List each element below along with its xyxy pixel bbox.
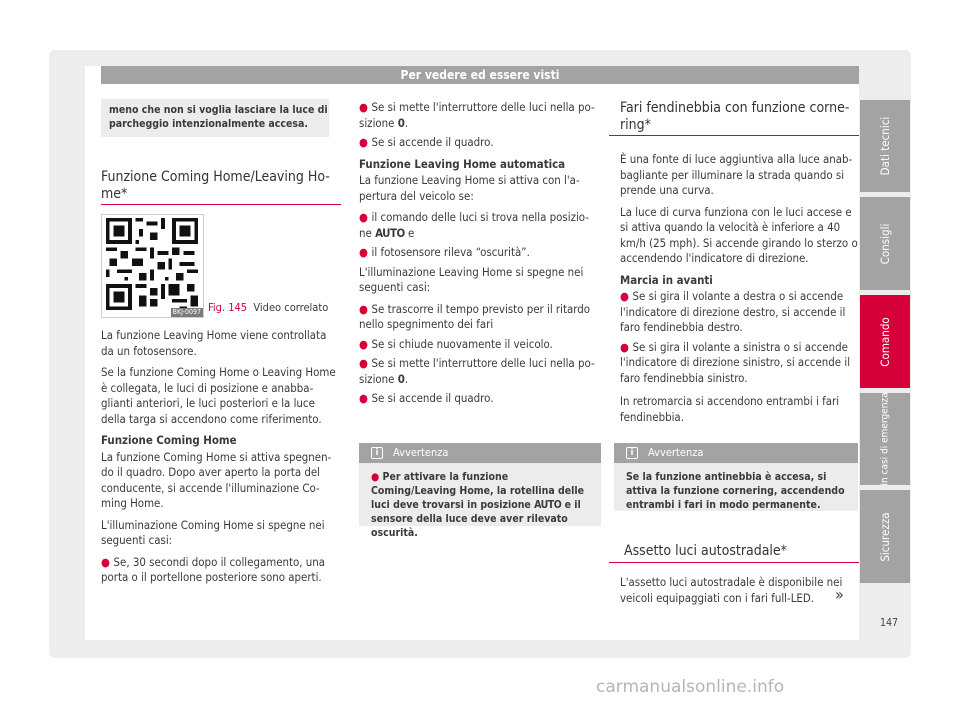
tab-sicurezza[interactable] xyxy=(860,490,910,583)
list-item: ● Se si mette l'interruttore delle luci nella po-sizione 0. xyxy=(359,100,595,130)
section-rule xyxy=(609,135,859,136)
tab-label: Dati tecnici xyxy=(878,116,892,176)
bullet-icon: ● xyxy=(359,245,372,259)
right-column xyxy=(620,152,860,431)
qr-code-tag: BKJ-0097 xyxy=(172,308,201,316)
warning-box xyxy=(359,443,601,539)
bullet-icon: ● xyxy=(359,135,372,149)
tab-consigli[interactable] xyxy=(860,197,910,290)
page-number: 147 xyxy=(880,617,899,629)
bullet-icon: ● xyxy=(101,554,114,569)
list-item xyxy=(620,289,860,336)
list-item-text: Se, 30 secondi dopo il collegamento, una porta o il portellone posteriore sono aperti. xyxy=(101,554,326,584)
note-text: meno che non si voglia lasciare la luce di parcheggio intenzionalmente accesa. xyxy=(109,104,328,130)
tab-label: Sicurezza xyxy=(878,511,892,562)
watermark: carmanualsonline.info xyxy=(596,677,785,697)
list-item-text: Se si chiude nuovamente il veicolo. xyxy=(371,336,553,351)
warning-header xyxy=(359,443,601,463)
warning-title: Avvertenza xyxy=(648,446,704,459)
bullet-icon: ● xyxy=(371,471,383,483)
section-title-coming-home: Funzione Coming Home/Leaving Ho-me* xyxy=(101,169,330,202)
list-item-text: e xyxy=(407,225,415,240)
info-icon: i xyxy=(371,447,383,459)
note-box xyxy=(101,99,329,137)
list-item xyxy=(359,302,601,333)
tab-comando[interactable] xyxy=(860,295,910,388)
auto-symbol: AUTO xyxy=(534,499,562,511)
list-item-text: Se si accende il quadro. xyxy=(371,135,494,149)
list-item-text: Se si gira il volante a sinistra o si accende l'indicatore di direzione sinistro, si accende il faro fendinebbia sinistro. xyxy=(620,339,851,385)
paragraph: È una fonte di luce aggiuntiva alla luce anab-bagliante per illuminare la strada quando si prende una curva. xyxy=(620,152,853,197)
qr-code-icon xyxy=(106,218,198,310)
paragraph: Se la funzione Coming Home o Leaving Home è collegata, le luci di posizione e anabba-glianti anteriori, le luci posteriori e la luce della targa si accendono come riferimento. xyxy=(101,365,336,426)
list-item xyxy=(620,340,860,387)
list-item: ● Se si mette l'interruttore delle luci nella po-sizione 0. xyxy=(359,356,595,386)
tab-label: In casi di emergenza xyxy=(879,392,891,486)
warning-body: Se la funzione antinebbia è accesa, si attiva la funzione cornering, accendendo entrambi i fari in modo permanente. xyxy=(626,471,845,511)
section-title-cornering: Fari fendinebbia con funzione corne-ring* xyxy=(620,100,850,133)
section-rule xyxy=(609,562,859,563)
bullet-icon: ● xyxy=(359,301,372,316)
switch-position-symbol: 0 xyxy=(397,371,405,386)
continue-icon: » xyxy=(835,585,844,604)
bullet-icon: ● xyxy=(359,210,372,224)
section-title-motorway: Assetto luci autostradale* xyxy=(624,543,787,559)
paragraph: La funzione Leaving Home si attiva con l'a-pertura del veicolo se: xyxy=(359,173,580,203)
bullet-icon: ● xyxy=(359,356,372,370)
list-item-text: il comando delle luci si trova nella posizio-ne xyxy=(359,210,589,240)
bullet-icon: ● xyxy=(359,336,372,351)
subheading: Funzione Coming Home xyxy=(101,433,237,447)
tab-dati-tecnici[interactable] xyxy=(860,100,910,192)
list-item xyxy=(359,337,601,353)
subheading: Funzione Leaving Home automatica xyxy=(359,156,566,171)
paragraph: In retromarcia si accendono entrambi i fari fendinebbia. xyxy=(620,394,840,424)
warning-text: e il sensore della luce deve aver rilevato oscurità. xyxy=(371,499,581,539)
paragraph: L'illuminazione Coming Home si spegne nei seguenti casi: xyxy=(101,517,325,547)
middle-column xyxy=(359,100,601,411)
warning-header xyxy=(614,443,858,463)
warning-body xyxy=(359,463,601,548)
tab-emergenza[interactable] xyxy=(860,393,910,485)
qr-code[interactable] xyxy=(101,214,204,318)
paragraph: L'assetto luci autostradale è disponibile nei veicoli equipaggiati con i fari full-LED. xyxy=(620,575,843,605)
right-column-bottom xyxy=(620,575,845,612)
list-item-text: il fotosensore rileva “oscurità”. xyxy=(371,245,530,259)
figure-label: Fig. 145 xyxy=(208,301,248,314)
left-column xyxy=(101,328,341,590)
switch-position-symbol: 0 xyxy=(397,115,405,130)
list-item-text: Se si mette l'interruttore delle luci nella po-sizione xyxy=(359,356,595,386)
paragraph: La luce di curva funziona con le luci accese e si attiva quando la velocità è inferiore a 40 km/h (25 mph). Si accende girando lo sterzo o accendendo l'indicatore di direzione. xyxy=(620,204,858,265)
warning-box xyxy=(614,443,858,511)
warning-title: Avvertenza xyxy=(393,446,449,459)
paragraph: La funzione Leaving Home viene controllata da un fotosensore. xyxy=(101,328,327,358)
warning-text: Per attivare la funzione Coming/Leaving Home, la rotellina delle luci deve trovarsi in posizione xyxy=(371,471,585,511)
bullet-icon: ● xyxy=(359,391,372,405)
auto-symbol: AUTO xyxy=(375,225,405,240)
list-item xyxy=(359,245,601,261)
list-item xyxy=(359,135,601,151)
paragraph: L'illuminazione Leaving Home si spegne nei seguenti casi: xyxy=(359,264,584,294)
tab-label: Consigli xyxy=(878,223,892,264)
figure-caption xyxy=(208,301,328,314)
list-item xyxy=(359,391,601,407)
list-item-text: Se si mette l'interruttore delle luci nella po-sizione xyxy=(359,100,595,130)
bullet-icon: ● xyxy=(620,339,633,354)
list-item xyxy=(101,555,341,586)
list-item-text: Se trascorre il tempo previsto per il ritardo nello spegnimento dei fari xyxy=(359,301,591,331)
section-rule xyxy=(101,204,341,205)
subheading: Marcia in avanti xyxy=(620,272,713,287)
tab-label: Comando xyxy=(878,316,892,367)
bullet-icon: ● xyxy=(620,289,633,303)
list-item xyxy=(359,210,601,241)
list-item-text: Se si gira il volante a destra o si accende l'indicatore di direzione destro, si accende il faro fendinebbia destro. xyxy=(620,289,846,334)
paragraph: La funzione Coming Home si attiva spegnen-do il quadro. Dopo aver aperto la porta del conducente, si accende l'illuminazione Co-ming Home. xyxy=(101,449,332,510)
list-item-text: Se si accende il quadro. xyxy=(371,391,494,405)
figure-caption-text: Video correlato xyxy=(253,301,329,314)
bullet-icon: ● xyxy=(359,100,372,114)
page-header: Per vedere ed essere visti xyxy=(101,66,859,84)
info-icon: i xyxy=(626,447,638,459)
